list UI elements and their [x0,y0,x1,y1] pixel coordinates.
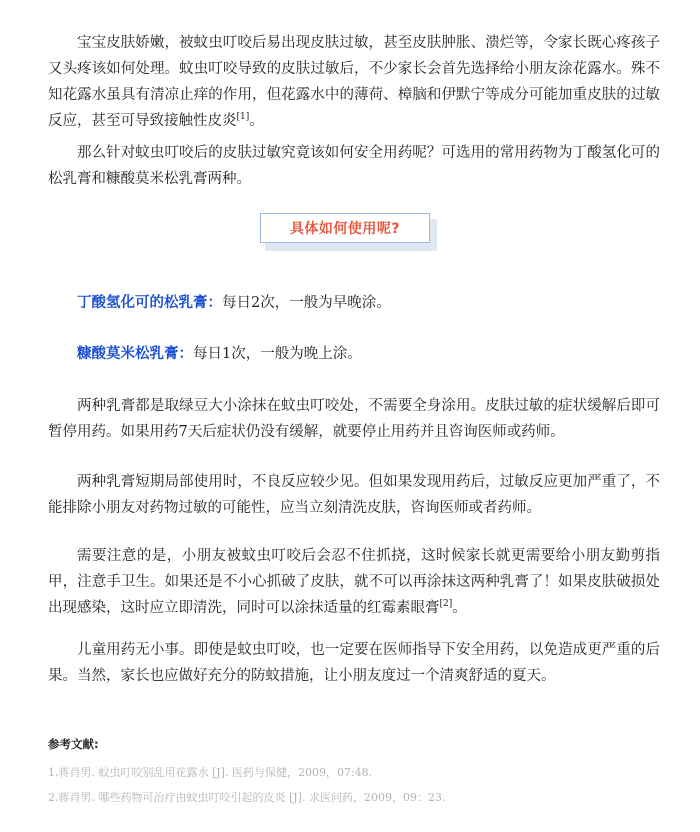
banner-title: 具体如何使用呢? [289,221,401,237]
dosage-item-1 [48,290,660,316]
drug-name-mometasone: 糠酸莫米松乳膏： [77,345,193,362]
drug-name-hydrocortisone: 丁酸氢化可的松乳膏： [77,294,222,311]
section-banner [260,213,440,253]
usage-paragraph [48,393,660,445]
caution-paragraph [48,543,660,621]
intro-paragraph-2: 那么针对蚊虫叮咬后的皮肤过敏究竟该如何安全用药呢？可选用的常用药物为丁酸氢化可的松乳膏和糠酸莫米松乳膏两种。 [48,145,660,187]
citation-1[interactable]: [1] [236,112,250,123]
references-title: 参考文献: [48,737,99,751]
reference-item-2: 2.蒋肖男. 哪些药物可治疗由蚊虫叮咬引起的皮炎 [J]. 求医问药，2009，09：23. [48,791,446,804]
conclusion-paragraph [48,637,660,689]
article-intro [48,30,660,192]
dosage-instruction-1: 每日2次，一般为早晚涂。 [222,295,391,311]
caution-end: 。 [452,600,467,616]
dosage-instruction-2: 每日1次，一般为晚上涂。 [193,346,362,362]
reference-item-1: 1.蒋肖男. 蚊虫叮咬别乱用花露水 [J]. 医药与保健，2009，07:48. [48,766,373,779]
usage-paragraph-text: 两种乳膏都是取绿豆大小涂抹在蚊虫叮咬处，不需要全身涂用。皮肤过敏的症状缓解后即可暂停用药。如果用药7天后症状仍没有缓解，就要停止用药并且咨询医师或药师。 [48,398,660,440]
intro-paragraph-1-text: 宝宝皮肤娇嫩，被蚊虫叮咬后易出现皮肤过敏，甚至皮肤肿胀、溃烂等，令家长既心疼孩子又头疼该如何处理。蚊虫叮咬导致的皮肤过敏后，不少家长会首先选择给小朋友涂花露水。殊不知花露水虽具有清凉止痒的作用，但花露水中的薄荷、樟脑和伊默宁等成分可能加重皮肤的过敏反应，甚至可导致接触性皮炎 [48,35,660,129]
side-effects-paragraph-text: 两种乳膏短期局部使用时，不良反应较少见。但如果发现用药后，过敏反应更加严重了，不能排除小朋友对药物过敏的可能性，应当立刻清洗皮肤，咨询医师或者药师。 [48,474,660,516]
conclusion-paragraph-text: 儿童用药无小事。即使是蚊虫叮咬，也一定要在医师指导下安全用药，以免造成更严重的后果。当然，家长也应做好充分的防蚊措施，让小朋友度过一个清爽舒适的夏天。 [48,642,660,684]
caution-text: 需要注意的是，小朋友被蚊虫叮咬后会忍不住抓挠，这时候家长就更需要给小朋友勤剪指甲，注意手卫生。如果还是不小心抓破了皮肤，就不可以再涂抹这两种乳膏了！如果皮肤破损处出现感染，这时应立即清洗，同时可以涂抹适量的红霉素眼膏 [48,548,660,616]
caution-paragraph-text [48,543,660,621]
banner-box [260,213,430,243]
intro-paragraph-1-end: 。 [249,113,264,129]
side-effects-paragraph [48,469,660,521]
dosage-item-2 [48,341,660,367]
citation-2[interactable]: [2] [439,599,453,610]
intro-paragraph-1 [48,30,660,134]
